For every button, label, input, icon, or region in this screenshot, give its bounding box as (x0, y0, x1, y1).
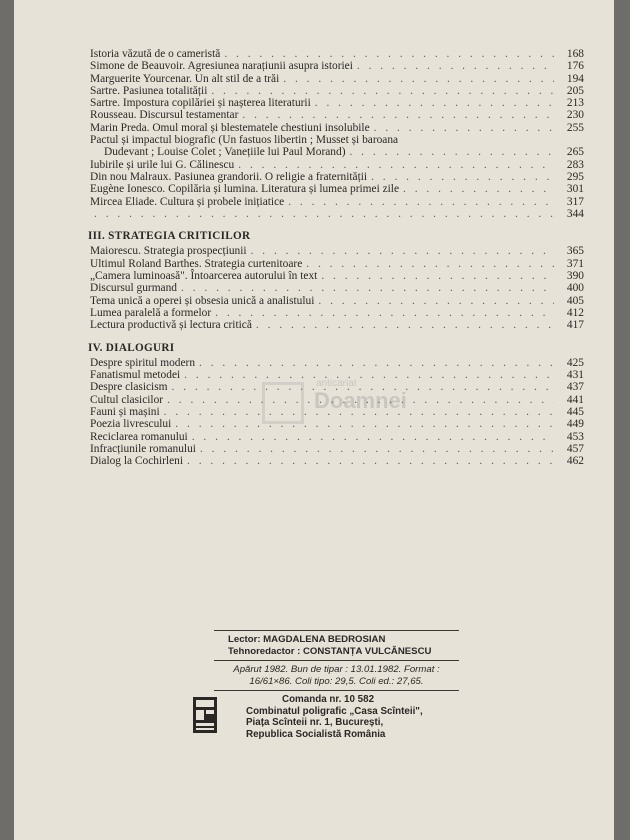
toc-leader-dots (318, 295, 554, 307)
toc-page-number: 462 (566, 455, 584, 468)
toc-entry (90, 245, 584, 257)
toc-entry-title: Marin Preda. Omul moral și blestematele chestiuni insolubile (90, 121, 370, 134)
toc-entry-title: Simone de Beauvoir. Agresiunea narațiunii asupra istoriei (90, 60, 353, 73)
toc-entry (90, 171, 584, 183)
toc-entry-title: Din nou Malraux. Pasiunea grandorii. O religie a fraternității (90, 170, 368, 183)
toc-entry-title: Iubirile și urile lui G. Călinescu (90, 158, 235, 171)
toc-entry-title: „Camera luminoasă". Întoarcerea autorului în text (90, 270, 318, 283)
toc-entry-title: Fauni și mașini (90, 406, 160, 419)
toc-entry-title: Dialog la Cochirleni (90, 455, 183, 468)
toc-leader-dots (403, 183, 554, 195)
toc-entry (90, 282, 584, 294)
toc-page-number: 168 (566, 48, 584, 60)
specs-line2: 16/61×86. Coli tipo: 29,5. Coli ed.: 27,65. (249, 675, 424, 687)
toc-page-number: 425 (566, 356, 584, 369)
toc-entry (90, 357, 584, 369)
toc-page-number: 441 (566, 393, 584, 406)
toc-entry-title: Maiorescu. Strategia prospecțiunii (90, 245, 247, 258)
toc-page-number: 453 (566, 430, 584, 443)
toc-entry (90, 122, 584, 134)
toc-page-number: 213 (566, 97, 584, 110)
toc-entry-title: Sartre. Impostura copilăriei și nașterea literaturii (90, 97, 311, 110)
toc-page-number: 295 (566, 170, 584, 183)
lector-line: Lector: MAGDALENA BEDROSIAN (228, 634, 386, 645)
toc-entry (90, 60, 584, 72)
printer-logo-icon (192, 696, 218, 734)
toc-entry-title: Marguerite Yourcenar. Un alt stil de a trăi (90, 72, 280, 85)
toc-entry-title-line2: Dudevant ; Louise Colet ; Vanețiile lui Paul Morand) (104, 146, 346, 159)
credits (214, 631, 459, 660)
toc-page-number: 317 (566, 195, 584, 208)
toc-entry-title: Cultul clasicilor (90, 393, 164, 406)
toc-entry-title: Infracțiunile romanului (90, 442, 196, 455)
toc-leader-dots (315, 97, 554, 109)
toc-entry (90, 85, 584, 97)
toc-entry-title: Poezia livrescului (90, 418, 172, 431)
toc-page-number: 417 (566, 319, 584, 332)
toc-leader-dots (187, 455, 554, 467)
toc-entry (90, 97, 584, 109)
toc-entry-title: Mircea Eliade. Cultura și probele inițiatice (90, 195, 285, 208)
toc-page-number: 437 (566, 381, 584, 394)
toc-page-number: 176 (566, 60, 584, 73)
toc-entry (90, 109, 584, 121)
toc-entry-title: Despre clasicism (90, 381, 168, 394)
toc-entry-title: Sartre. Pasiunea totalității (90, 84, 208, 97)
toc-page-number: 365 (566, 245, 584, 258)
printer-info (192, 690, 462, 750)
toc-entry-title: Despre spiritul modern (90, 356, 196, 369)
toc-page-number: 283 (566, 158, 584, 171)
toc-leader-dots (199, 357, 554, 369)
toc-entry (90, 455, 584, 467)
toc-entry (90, 307, 584, 319)
toc-leader-dots (224, 48, 554, 60)
toc-entry (90, 196, 584, 208)
printer-country: Republica Socialistă România (246, 728, 386, 740)
watermark-logo-icon (262, 382, 304, 424)
toc-entry-title: Fanatismul metodei (90, 369, 181, 382)
specs-line1: Apărut 1982. Bun de tipar : 13.01.1982. Format : (233, 664, 440, 675)
toc-leader-dots (321, 270, 554, 282)
toc-page-number: 265 (566, 146, 584, 159)
toc-entry-title: Lumea paralelă a formelor (90, 306, 212, 319)
toc-page-number: 445 (566, 406, 584, 419)
toc-leader-dots (211, 85, 554, 97)
watermark (262, 378, 407, 448)
toc-entry-title: Istoria văzută de o cameristă (90, 48, 221, 60)
toc-page-number: 301 (566, 183, 584, 196)
toc-leader-dots (181, 282, 554, 294)
toc-entry-title: Reciclarea romanului (90, 430, 188, 443)
toc-leader-dots (251, 245, 554, 257)
toc-entry (90, 183, 584, 195)
toc-entry-title: Lectura productivă și lectura critică (90, 319, 252, 332)
toc-page-number: 405 (566, 294, 584, 307)
toc-page-number: 194 (566, 72, 584, 85)
toc-entry (90, 73, 584, 85)
watermark-small-text: anticariat (316, 378, 357, 389)
toc-page-number: 205 (566, 84, 584, 97)
toc-page-number: 431 (566, 369, 584, 382)
toc-entry (90, 270, 584, 282)
toc-entry (90, 295, 584, 307)
toc-entry-title: Eugène Ionesco. Copilăria și lumina. Literatura și lumea primei zile (90, 183, 400, 196)
toc-page-number: 457 (566, 442, 584, 455)
toc-leader-dots (283, 73, 554, 85)
toc-leader-dots (288, 196, 554, 208)
toc-page-number: 390 (566, 270, 584, 283)
toc-page-number: 449 (566, 418, 584, 431)
watermark-big-text: Doamnei (314, 388, 407, 413)
print-specs (214, 661, 459, 690)
toc-entry (90, 159, 584, 171)
toc-leader-dots (371, 171, 554, 183)
toc-page-number: 344 (566, 207, 584, 220)
toc-entry (90, 208, 584, 220)
toc-entry-title-line1: Pactul și impactul biografic (Un fastuos libertin ; Musset și baroana (90, 134, 399, 147)
toc-entry-title: Tema unică a operei și obsesia unică a analistului (90, 294, 315, 307)
toc-page-number: 230 (566, 109, 584, 122)
toc-entry-title: Rousseau. Discursul testamentar (90, 109, 239, 122)
colophon (214, 630, 459, 691)
tehnoredactor-line: Tehnoredactor : CONSTANȚA VULCĂNESCU (228, 645, 432, 657)
section-heading-dialoguri: IV. DIALOGURI (88, 341, 175, 354)
toc-entry (90, 48, 584, 60)
book-page (14, 0, 614, 840)
toc-page-number: 412 (566, 306, 584, 319)
toc-entry (90, 319, 584, 331)
toc-leader-dots (94, 208, 554, 220)
printer-address: Piața Scînteii nr. 1, București, (246, 717, 384, 728)
order-number: Comanda nr. 10 582 (282, 694, 375, 705)
toc-entry-title: Ultimul Roland Barthes. Strategia curtenitoare (90, 257, 303, 270)
toc-entry (90, 258, 584, 270)
toc-entry-title: Discursul gurmand (90, 282, 177, 295)
printer-name: Combinatul poligrafic „Casa Scînteii", (246, 705, 423, 717)
toc-leader-dots (357, 60, 554, 72)
toc-leader-dots (256, 319, 554, 331)
toc-leader-dots (242, 109, 554, 121)
toc-page-number: 255 (566, 121, 584, 134)
toc-entry-multiline (90, 134, 584, 159)
toc-page-number: 371 (566, 257, 584, 270)
toc-page-number: 400 (566, 282, 584, 295)
toc-leader-dots (349, 146, 554, 158)
toc-leader-dots (374, 122, 554, 134)
toc-leader-dots (306, 258, 554, 270)
toc-leader-dots (215, 307, 554, 319)
toc-leader-dots (238, 159, 554, 171)
section-heading-criticilor: III. STRATEGIA CRITICILOR (88, 230, 251, 243)
